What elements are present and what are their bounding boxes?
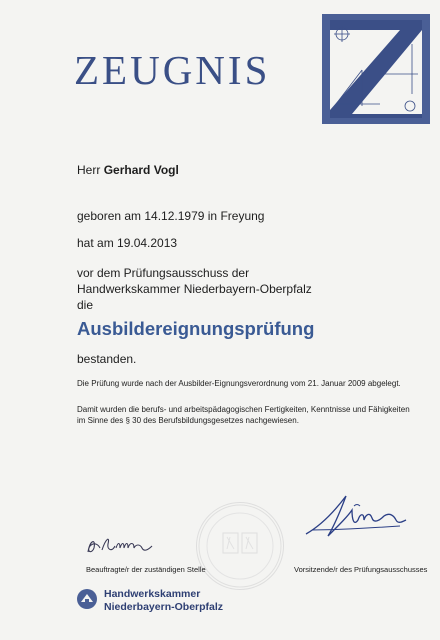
exam-date-line: hat am 19.04.2013 [77, 236, 178, 250]
right-signature-caption: Vorsitzende/r des Prüfungsausschusses [294, 565, 428, 574]
handwerkskammer-logo-icon [76, 588, 98, 610]
certificate-title: ZEUGNIS [74, 47, 271, 93]
recipient-name: Gerhard Vogl [103, 163, 179, 177]
salutation: Herr [77, 163, 101, 177]
committee-line-1: vor dem Prüfungsausschuss der [77, 266, 250, 280]
footer-org-line-2: Niederbayern-Oberpfalz [104, 601, 224, 613]
recipient-line [77, 163, 179, 177]
left-signature-caption: Beauftragte/r der zuständigen Stelle [86, 565, 206, 574]
committee-line-2: Handwerkskammer Niederbayern-Oberpfalz [77, 282, 312, 296]
article-line: die [77, 298, 94, 312]
right-signature [300, 490, 410, 542]
footer-org-line-1: Handwerkskammer [104, 588, 201, 600]
proof-line-1: Damit wurden die berufs- und arbeitspädagogischen Fertigkeiten, Kenntnisse und Fähigkeiten [77, 405, 410, 414]
exam-name: Ausbildereignungsprüfung [77, 318, 315, 339]
official-seal-icon [196, 502, 284, 590]
letter-z-emblem-icon [322, 14, 430, 124]
proof-line-2: im Sinne des § 30 des Berufsbildungsgesetzes nachgewiesen. [77, 416, 299, 425]
birth-line: geboren am 14.12.1979 in Freyung [77, 209, 265, 223]
left-signature [82, 530, 162, 558]
regulation-note: Die Prüfung wurde nach der Ausbilder-Eignungsverordnung vom 21. Januar 2009 abgelegt. [77, 379, 401, 388]
result-line: bestanden. [77, 352, 137, 366]
